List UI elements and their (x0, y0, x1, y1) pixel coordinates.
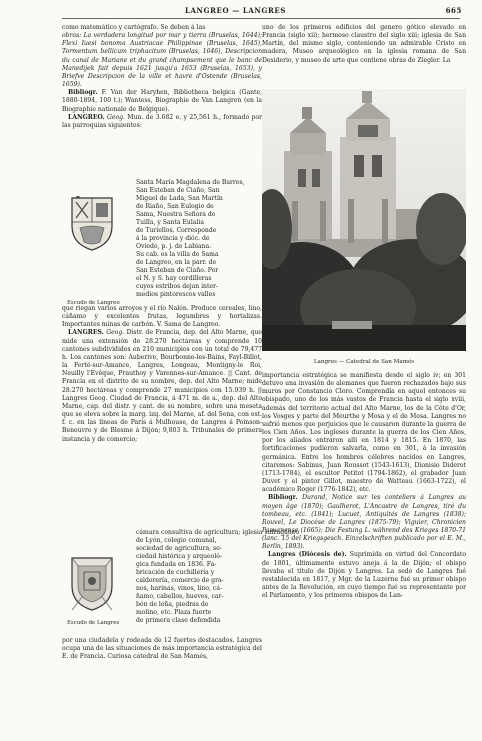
running-title: LANGREO — LANGRES (185, 6, 286, 15)
narrow-line: bricación de cuchillería y (136, 569, 215, 576)
langres-fortress-text: por una ciudadela y rodeada de 12 fuertes destacados. Langres ocupa una de las situaciones de más importancia estratégica del E. de Francia. Curiosa catedral de San Mamés, (62, 637, 262, 661)
narrow-line: San Esteban de Ciaño. Por (136, 267, 219, 274)
narrow-line: medios pintorescos valles (136, 291, 216, 298)
narrow-line: Sama, Nuestra Señora de (136, 211, 216, 218)
cathedral-illustration (262, 89, 466, 351)
left-column-top (62, 24, 262, 130)
narrow-line: de Langreo, en la parr. de (136, 259, 217, 266)
diocese-text: Suprimida en virtud del Concordato de 1801, últimamente estuvo aneja á la de Dijón; el obispo llevaba el título de Dijón y Langres. La sede de Langres fué restablecida en 1817, y Mgr. de la Luzerne fué su primer obispo antes de la Revolución, en cuyo tiempo fué su representante por el Parlamento, y los primeros obispos de Lan- (262, 551, 467, 600)
narrow-line: Oviedo, p. j. de Labiana. (136, 243, 212, 250)
left-column-bottom (62, 637, 262, 661)
langreo-headword: LANGREO. (68, 113, 105, 121)
langres-coat-of-arms (70, 556, 114, 612)
narrow-line: Miguel de Lada, San Martín (136, 195, 223, 202)
langres-geog: Geog. (106, 329, 125, 337)
narrow-line: gica fundada en 1836. Fa- (136, 561, 217, 568)
works-paragraph (62, 32, 262, 89)
cathedral-description: uno de los primeros edificios del genero gótico elevado en Francia (siglo xii); hermoso claustro del siglo xiii; iglesia de San Martín, del mismo siglo, conteniendo un admirable Cristo en madera, Museo arqueológico en la iglesia romana de San Desiderio, y museo de arte que contiene obras de Ziegler. La (262, 24, 466, 64)
narrow-line: de Turiellos. Corresponde (136, 227, 217, 234)
narrow-line: cámara consultiva de agricultura; iglesia sufragáneo (136, 529, 300, 536)
narrow-line: el N. y S. hay cordilleras (136, 275, 212, 282)
narrow-line: de Riaño, San Eulogio de (136, 203, 214, 210)
narrow-line: nos, harinas, vinos, lino, cá- (136, 585, 223, 592)
langres-entry (62, 329, 262, 443)
header-rule (62, 18, 460, 19)
right-bibliography-text: Durand, Notice sur les conteliers á Langres au moyen âge (1870); Gaulherot, L'Ancastre de Langres, tiré du tombeau, etc. (1841); Lucuet, Antiquités de Langres (1838); Rouvel, Le Diocèse de Langres (1875-79); Viguier, Chronicien Pasuanense (1665); Die Festung L. während des Krieges 1870-71 (lanc. 15 del Kriegsgesch. Einzelschriften publicado por el E. M., Berlín, 1893). (262, 494, 467, 551)
right-column-top (262, 24, 466, 65)
works-text: obras: La verdadera longitud por mar y tierra (Bruselas, 1644); Flexi Iuesi bonoma Austriacae Philippinae (Bruselas, 1645), Tormentum bellicum triphacitum (Bruselas, 1646), Descripcion du canal de Mariane et du grand champsement que le banc de Manedijek fait depuis 1621 jusqu'a 1653 (Bruselas, 1653), y Briefve Descripcion de la ville et havre d'Ostende (Bruselas, 1659). (62, 32, 262, 89)
langreo-geog: Geog. (106, 113, 125, 121)
bibliography-text: F. Van der Haryhen, Bibliotheca belgica (Gante, 1880-1894, 100 t.); Wantess, Biographie de Van Langren (en la Biographie nationale de Belgique). (62, 89, 263, 113)
cathedral-photograph (262, 89, 466, 351)
narrow-line: Santa María Magdalena de Barros, (136, 179, 245, 186)
photo-caption: Langres — Catedral de San Mamés (313, 359, 415, 365)
continuation-line: como matemático y cartógrafo. Se deben á las (62, 24, 206, 31)
langreo-entry (62, 114, 262, 130)
right-bibliography (262, 494, 466, 551)
right-column-bottom (262, 372, 466, 600)
diocese-headword: Langres (Diócesis de). (268, 551, 347, 559)
narrow-line: Tuilla, y Santa Eulalia (136, 219, 204, 226)
langres-text: Distr. de Francia, dep. del Alto Marne, que mide una extensión de 28.270 hectáreas y comprende 10 cantones subdivididos en 210 municipios con un total de 79,477 h. Los cantones son: Auberive, Bourbonne-les-Bains, Fayl-Billot, la Ferté-sur-Amance, Langres, Longeau, Montigny-le Roi, Neuilly l'Evêque, Prauthoy y Varennes-sur-Amance. || Cant. de Francia en el distrito de su nombre, dep. del Alto Marne; mide 28.270 hectáreas y comprende 27 municipios con 15.939 h. || Langres Geog. Ciudad de Francia, á 471 m. de a., dep. del Alto Marne, cap. del distr. y cant. de su nombre, sobre una meseta que se eleva sobre la marg. izq. del Marne, af. del Sena, con est. f. c. en las líneas de París á Mulhouse, de Langres á Poinson-Beneuvre y de Blesme á Dijón; 9,803 h. Tribunales de primera instancia y de comercio; (62, 329, 262, 443)
narrow-line: sociedad de agricultura, so- (136, 545, 222, 552)
narrow-line: de Lyón, colegio comunal, (136, 537, 217, 544)
narrow-line: molino, etc. Plaza fuerte (136, 609, 212, 616)
history-paragraph: importancia estratégica se manifiesta desde el siglo iv; en 301 detuvo una invasión de alemanes que fueron rechazados bajo sus muros por Constancio Cloro. Comprendía en aquel entonces su obispado, uno de los más vastos de Francia hasta el siglo xviii, además del territorio actual del Alto Marne, los de la Côte d'Or, los Vosges y parte del Meurthe y Mosa y el de Mosa. Langres no sufrió menos que perjuicios que le causaron durante la guerra de los Cien Años. Los ingleses durante la guerra de los Cien Años, por los aliados entraron allí en 1814 y 1815. En 1870, las fortificaciones pudieron salvarla, como en 301, á la invasión germánica. Entre los hombres célebres nacidos en Langres, citaremos: Sabinus, Juan Roussot (1543-1613), Dionisio Diderot (1713-1784), el escultor Petitot (1794-1862), el grabador Juan Duvet y el pintor Gillot, maestro de Watteau (1663-1722), el académico Roger (1776-1842), etc. (262, 372, 466, 494)
langreo-coat-of-arms (70, 196, 114, 252)
right-bibliography-heading: Bibliogr. (268, 494, 298, 502)
langreo-shield-caption: Escudo de Langreo (67, 300, 120, 306)
langres-shield-caption: Escudo de Langres (67, 620, 120, 626)
langreo-produce: que riegan varios arroyos y el río Nalón. Produce cereales, lino, cáñamo y excelentes frutas, legumbres y hortalizas. Importantes minas de carbón. V. Sama de Langreo. (62, 305, 262, 329)
running-header (0, 6, 482, 18)
page-number: 665 (445, 6, 462, 15)
narrow-line: San Esteban de Ciaño, San (136, 187, 220, 194)
bibliography-heading: Bibliogr. (68, 89, 98, 97)
langres-headword: LANGRES. (68, 329, 104, 337)
narrow-line: calderería, comercio de gra- (136, 577, 224, 584)
narrow-line: á la provincia y dióc. de (136, 235, 210, 242)
narrow-line: Su cab. es la villa de Sama (136, 251, 219, 258)
narrow-line: de primera clase defendida (136, 617, 221, 624)
narrow-line: ciedad histórica y arqueoló- (136, 553, 223, 560)
bibliography-paragraph (62, 89, 262, 113)
bottom-margin (0, 730, 482, 741)
narrow-line: cuyos estribos dejan inter- (136, 283, 218, 290)
narrow-line: ñamo, cabellos, hueves, car- (136, 593, 224, 600)
left-column-middle (62, 305, 262, 444)
langreo-intro: Mun. de 3.682 e. y 25,561 h., formado por las parroquias siguientes: (62, 113, 262, 129)
diocese-entry (262, 551, 466, 600)
narrow-line: bón de leña, piedras de (136, 601, 209, 608)
